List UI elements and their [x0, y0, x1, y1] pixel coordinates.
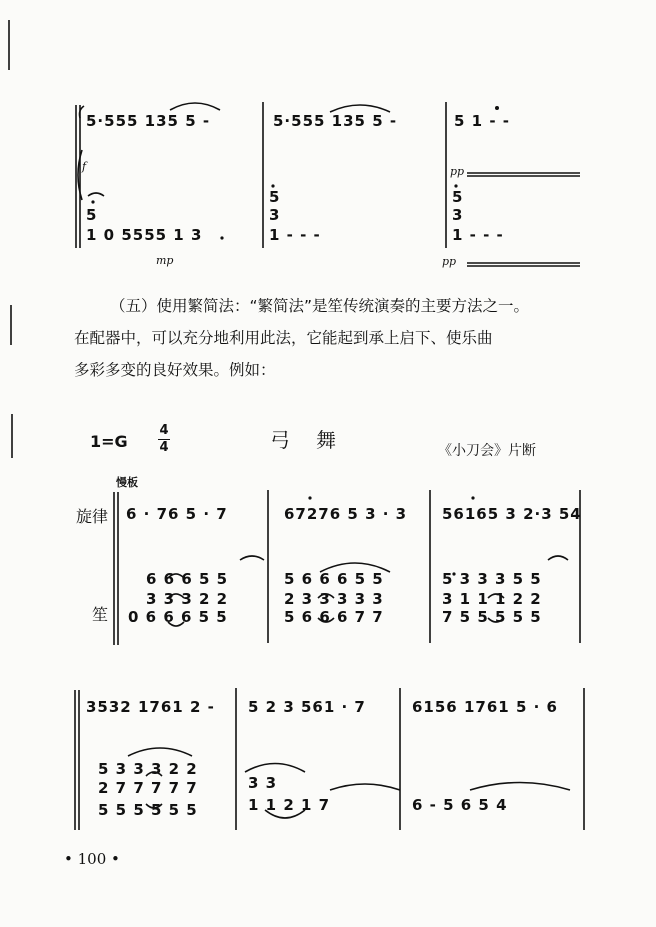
sys2-row2-m3: 3 1 1 1 2 2 [442, 590, 542, 608]
time-signature [158, 424, 170, 455]
sys1-chord-m1-mid: 5 [86, 206, 98, 224]
sys3-row3-m2: 1 1 2 1 7 [248, 796, 331, 814]
sys3-row2-m1: 2 7 7 7 7 7 [98, 779, 198, 797]
time-denominator: 4 [159, 440, 169, 455]
sys2-melody-m2: 67276 5 3 · 3 [284, 505, 408, 523]
sys2-row1-m3: 5 3 3 3 5 5 [442, 570, 542, 588]
sys2-row1-m1: 6 6 6 5 5 [146, 570, 229, 588]
sys3-melody-m1: 3532 1761 2 - [86, 698, 215, 716]
sys3-row3-m1: 5 5 5 5 5 5 [98, 801, 198, 819]
sys2-row2-m1: 3 3 3 2 2 [146, 590, 229, 608]
tempo-marking: 慢板 [116, 476, 138, 489]
sys1-chord-m2-top: 5 [269, 188, 281, 206]
sys2-row1-m2: 5 6 6 6 5 5 [284, 570, 384, 588]
sys2-melody-m3: 56165 3 2·3 54 [442, 505, 582, 523]
page-number: • 100 • [64, 850, 120, 868]
sys1-chord-m2-mid: 3 [269, 206, 281, 224]
label-melody: 旋律 [76, 507, 109, 526]
sys1-chord-m3-mid: 3 [452, 206, 464, 224]
sys2-row3-m2: 5 6 6 6 7 7 [284, 608, 384, 626]
sys2-row2-m2: 2 3 3 3 3 3 [284, 590, 384, 608]
sys1-melody-m2: 5·555 135 5 - [273, 112, 398, 130]
sys3-row1-m2: 3 3 [248, 774, 278, 792]
sys3-row1-m1: 5 3 3 3 2 2 [98, 760, 198, 778]
dynamic-pp-top: pp [450, 165, 465, 178]
dynamic-f: f [82, 160, 87, 173]
dynamic-pp-bottom: pp [442, 255, 457, 268]
sys1-melody-m3: 5 1 - - [454, 112, 510, 130]
sys2-row3-m1: 0 6 6 6 5 5 [128, 608, 228, 626]
sys3-melody-m2: 5 2 3 561 · 7 [248, 698, 366, 716]
sys1-bass-m2: 1 - - - [269, 226, 321, 244]
paragraph-line-2: 在配器中，可以充分地利用此法，它能起到承上启下、使乐曲 [74, 329, 493, 347]
sys1-bass-m3: 1 - - - [452, 226, 504, 244]
paragraph-line-1: （五）使用繁简法：“繁简法”是笙传统演奏的主要方法之一。 [110, 297, 530, 315]
sys3-melody-m3: 6156 1761 5 · 6 [412, 698, 558, 716]
sys1-melody-m1: 5·555 135 5 - [86, 112, 211, 130]
sys2-melody-m1: 6 · 76 5 · 7 [126, 505, 228, 523]
key-signature: 1=G [90, 432, 128, 451]
sys1-bass-m1: 1 0 5555 1 3 [86, 226, 203, 244]
label-sheng: 笙 [92, 605, 109, 624]
sys2-row3-m3: 7 5 5 5 5 5 [442, 608, 542, 626]
dynamic-mp: mp [156, 254, 174, 267]
paragraph-line-3: 多彩多变的良好效果。例如： [74, 361, 276, 379]
sys3-row3-m3: 6 - 5 6 5 4 [412, 796, 508, 814]
piece-title: 弓舞 [270, 428, 362, 452]
sys1-chord-m3-top: 5 [452, 188, 464, 206]
piece-source: 《小刀会》片断 [438, 443, 536, 459]
time-numerator: 4 [159, 423, 169, 438]
